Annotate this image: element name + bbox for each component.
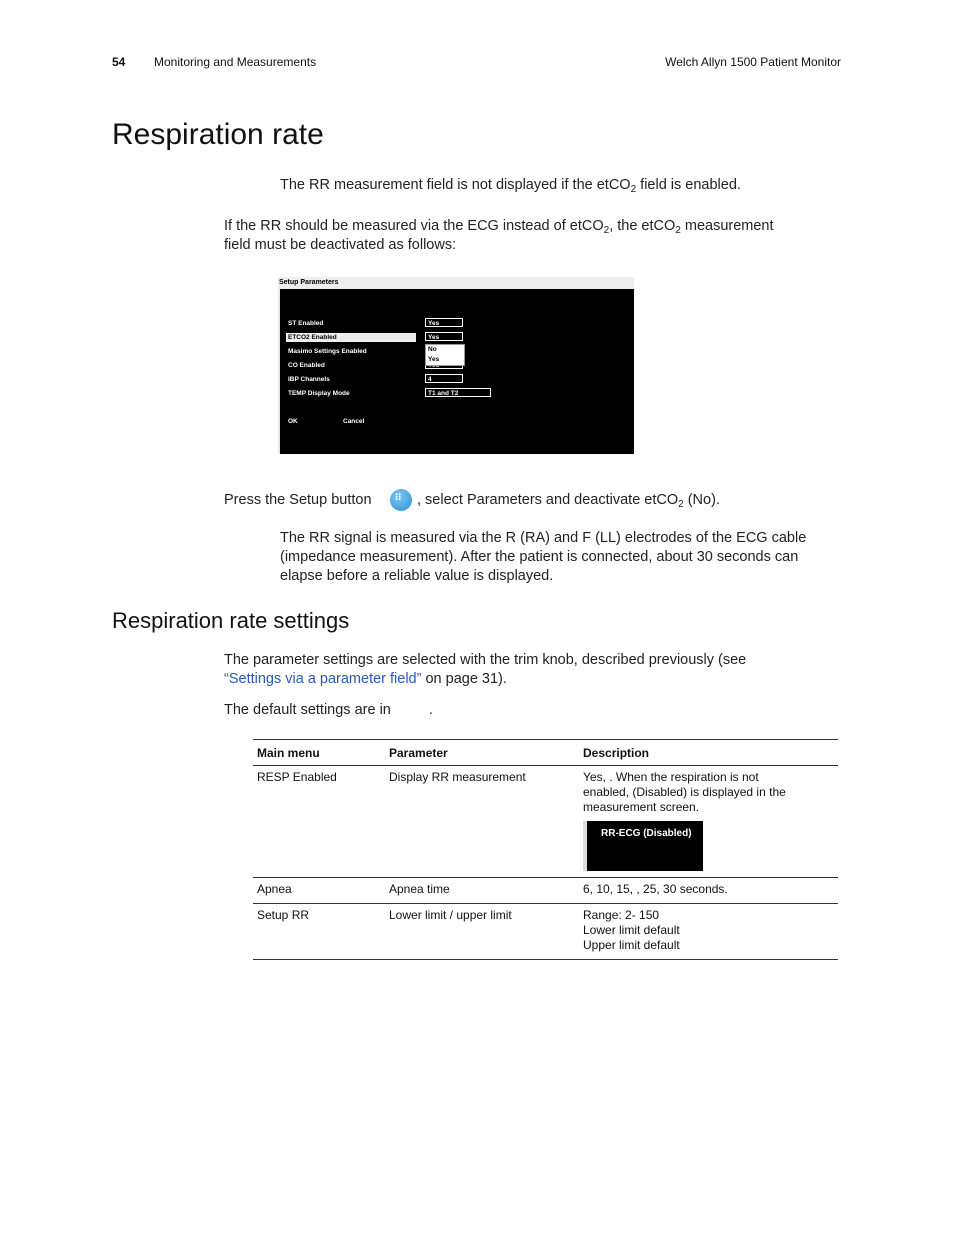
cell-param: Apnea time <box>385 878 579 904</box>
cell-desc: Yes, . When the respiration is not enabled, (Disabled) is displayed in the measurement screen. RR-ECG (Disabled) <box>579 766 838 878</box>
page-title: Respiration rate <box>112 118 324 151</box>
cancel-button[interactable]: Cancel <box>343 418 365 425</box>
press-setup-text-b: , select Parameters and deactivate etCO$_2$ (No). <box>417 492 720 510</box>
cell-desc: Range: 2- 150 Lower limit default Upper limit default <box>579 904 838 960</box>
label-co-enabled: CO Enabled <box>288 362 325 369</box>
label-masimo-settings: Masimo Settings Enabled <box>288 348 367 355</box>
cell-menu: Apnea <box>253 878 385 904</box>
table-row <box>253 878 838 904</box>
note-rr-signal: The RR signal is measured via the R (RA) and F (LL) electrodes of the ECG cable (impedance measurement). After the patient is connected, about 30 seconds can elapse before a reliable value is displayed. <box>280 530 807 584</box>
header-product: Welch Allyn 1500 Patient Monitor <box>665 55 841 69</box>
setup-button-icon <box>390 489 412 511</box>
header-section: Monitoring and Measurements <box>154 55 317 69</box>
table-header-row <box>253 740 838 766</box>
press-setup-text-a: Press the Setup button <box>224 492 372 508</box>
dropdown-options[interactable] <box>425 344 465 366</box>
column-header: Description <box>579 740 838 766</box>
label-st-enabled: ST Enabled <box>288 320 324 327</box>
cell-menu: Setup RR <box>253 904 385 960</box>
window-title: Setup Parameters <box>278 277 634 289</box>
cell-desc: 6, 10, 15, , 25, 30 seconds. <box>579 878 838 904</box>
option-yes[interactable]: Yes <box>428 356 440 363</box>
label-temp-display-mode: TEMP Display Mode <box>288 390 350 397</box>
value-st-enabled[interactable]: Yes <box>425 318 463 327</box>
value-temp-display-mode[interactable]: T1 and T2 <box>425 388 491 397</box>
settings-table <box>253 739 838 960</box>
column-header: Main menu <box>253 740 385 766</box>
section-title: Respiration rate settings <box>112 608 350 633</box>
note-etco2: The RR measurement field is not displayed if the etCO$_2$ field is enabled. <box>280 177 741 195</box>
option-no[interactable]: No <box>428 346 437 353</box>
rr-ecg-disabled-screenshot: RR-ECG (Disabled) <box>583 821 703 871</box>
value-ibp-channels[interactable]: 4 <box>425 374 463 383</box>
label-etco2-enabled[interactable]: ETCO2 Enabled <box>286 333 416 342</box>
window-border <box>278 289 280 454</box>
table-row <box>253 766 838 878</box>
cell-menu: RESP Enabled <box>253 766 385 878</box>
table-row <box>253 904 838 960</box>
ok-button[interactable]: OK <box>288 418 298 425</box>
paragraph-deactivate: If the RR should be measured via the ECG instead of etCO$_2$, the etCO$_2$ measurement field must be deactivated as follows: <box>224 218 774 253</box>
paragraph-parameter-settings: The parameter settings are selected with the trim knob, described previously (see “Settings via a parameter field” on page 31). <box>224 652 747 687</box>
paragraph-defaults: The default settings are in . <box>224 702 433 718</box>
settings-link[interactable]: “Settings via a parameter field” <box>224 671 422 687</box>
label-ibp-channels: IBP Channels <box>288 376 330 383</box>
cell-param: Lower limit / upper limit <box>385 904 579 960</box>
page-number: 54 <box>112 55 126 69</box>
setup-parameters-screenshot <box>278 277 634 454</box>
column-header: Parameter <box>385 740 579 766</box>
cell-param: Display RR measurement <box>385 766 579 878</box>
value-etco2-enabled[interactable]: Yes <box>425 332 463 341</box>
